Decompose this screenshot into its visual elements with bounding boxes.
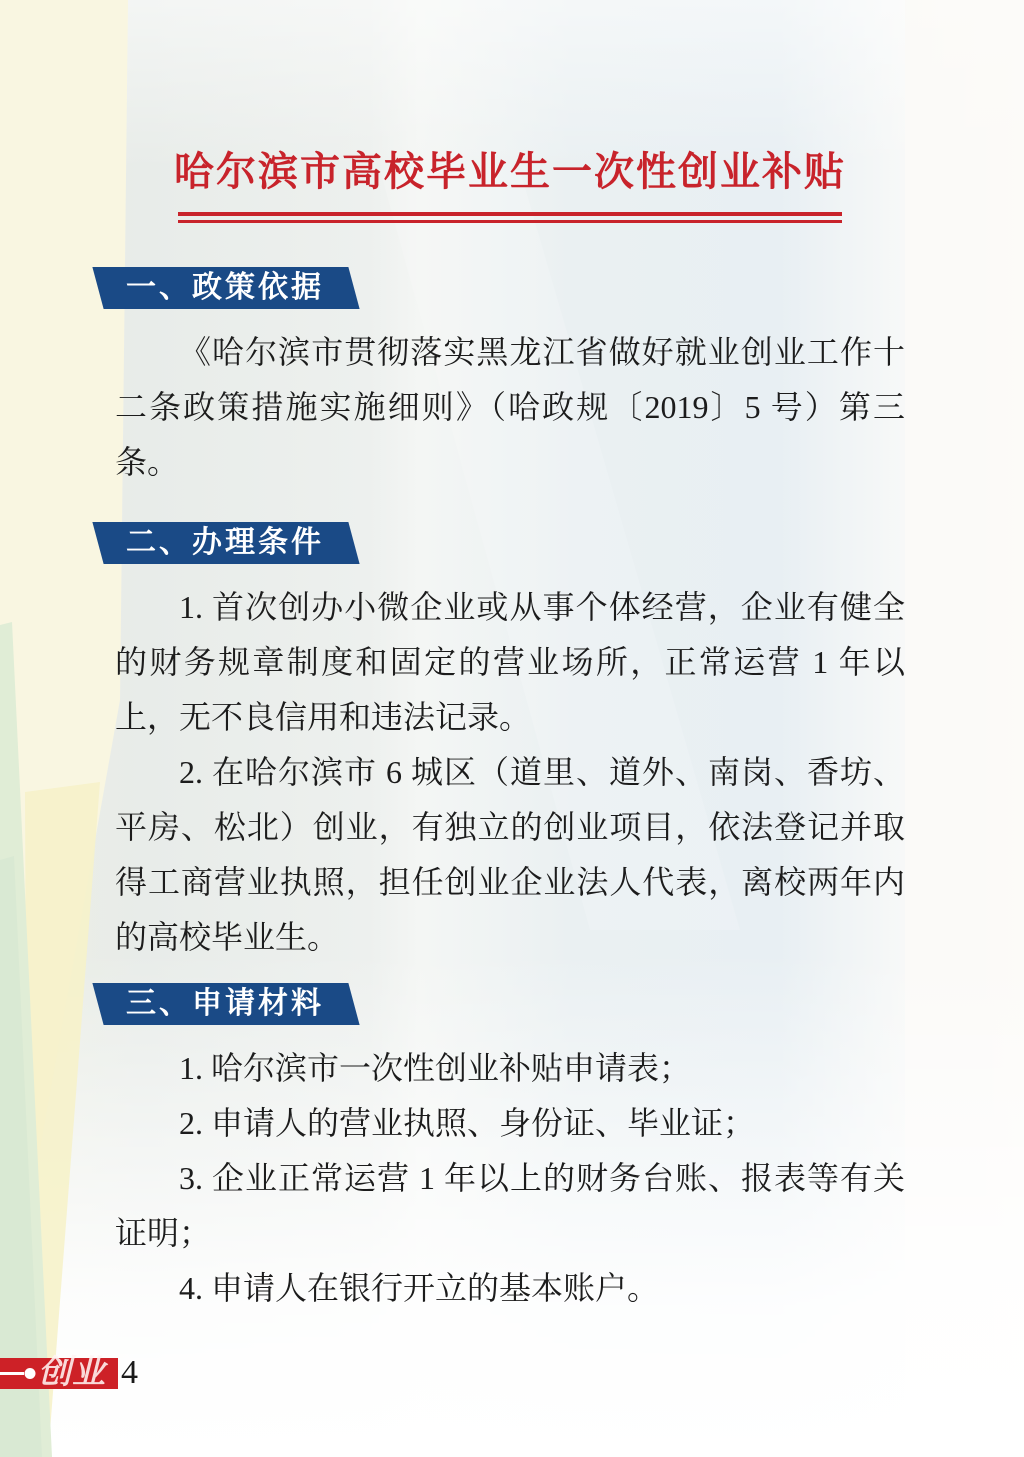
section-heading-banner-materials	[92, 983, 359, 1025]
paragraph: 1. 哈尔滨市一次性创业补贴申请表；	[179, 1050, 692, 1086]
paragraph: 《哈尔滨市贯彻落实黑龙江省做好就业创业工作十二条政策措施实施细则》（哈政规〔2019〕5 号）第三条。	[115, 334, 905, 480]
section-body-policy-basis	[115, 325, 905, 490]
section-heading-text: 一、政策依据	[126, 271, 324, 304]
underline-bottom-rule	[178, 220, 842, 223]
section-heading-text: 二、办理条件	[126, 526, 324, 559]
chuangye-logo: 创业	[38, 1355, 106, 1391]
paragraph: 2. 申请人的营业执照、身份证、毕业证；	[179, 1105, 756, 1141]
paragraph: 1. 首次创办小微企业或从事个体经营，企业有健全的财务规章制度和固定的营业场所，正常运营 1 年以上，无不良信用和违法记录。	[115, 589, 905, 735]
paragraph: 4. 申请人在银行开立的基本账户。	[179, 1270, 660, 1306]
rule-and-dot-icon	[0, 1358, 40, 1389]
section-heading-banner-policy-basis	[92, 267, 359, 309]
section-body-materials	[115, 1041, 905, 1316]
paragraph: 2. 在哈尔滨市 6 城区（道里、道外、南岗、香坊、平房、松北）创业，有独立的创业项目，依法登记并取得工商营业执照，担任创业企业法人代表，离校两年内的高校毕业生。	[115, 754, 905, 955]
page-title: 哈尔滨市高校毕业生一次性创业补贴	[174, 149, 846, 194]
section-body-conditions	[115, 580, 905, 965]
paragraph: 3. 企业正常运营 1 年以上的财务台账、报表等有关证明；	[115, 1160, 905, 1251]
footer-brand-bar	[0, 1355, 118, 1391]
document-content	[0, 146, 1024, 1316]
section-heading-banner-conditions	[92, 522, 359, 564]
title-underline-divider	[178, 212, 842, 223]
section-heading-text: 三、申请材料	[126, 987, 324, 1020]
footer	[0, 1354, 138, 1391]
underline-top-rule	[178, 212, 842, 216]
page-number: 4	[121, 1354, 138, 1391]
